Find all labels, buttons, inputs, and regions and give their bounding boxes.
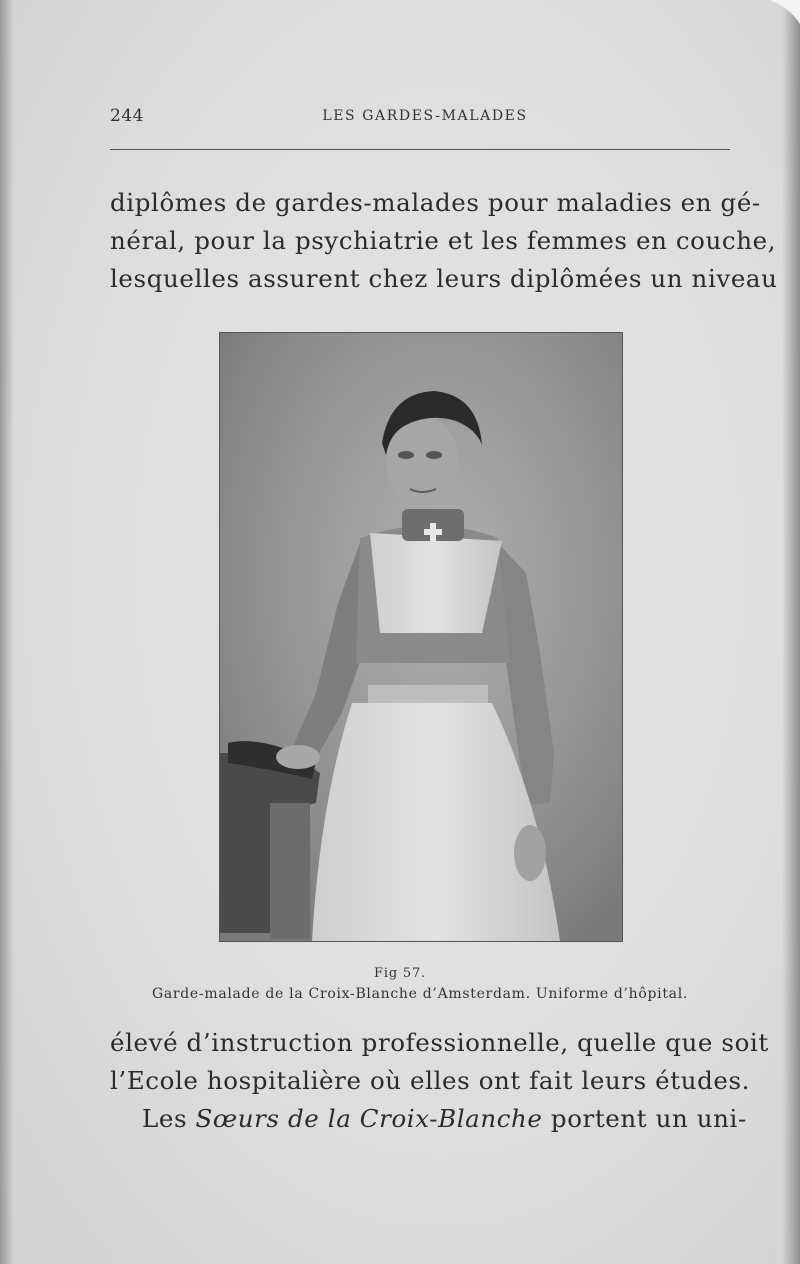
page-gutter-shadow bbox=[0, 0, 14, 1264]
photograph-image bbox=[220, 333, 622, 941]
text-line: diplômes de gardes-malades pour maladies en gé- bbox=[110, 188, 761, 217]
text-run: Les bbox=[142, 1104, 196, 1133]
paragraph-middle bbox=[110, 1024, 769, 1100]
text-run: portent un uni- bbox=[542, 1104, 747, 1133]
page-number: 244 bbox=[110, 106, 144, 126]
header-rule bbox=[110, 149, 730, 150]
figure-label: Fig 57. bbox=[374, 966, 426, 981]
paragraph-bottom bbox=[110, 1100, 747, 1138]
text-line: élevé d’instruction professionnelle, quelle que soit bbox=[110, 1028, 769, 1057]
italic-text-run: Sœurs de la Croix-Blanche bbox=[195, 1104, 543, 1133]
running-head: LES GARDES-MALADES bbox=[322, 108, 528, 124]
paragraph-top bbox=[110, 184, 778, 298]
text-line: l’Ecole hospitalière où elles ont fait leurs études. bbox=[110, 1066, 751, 1095]
text-line bbox=[110, 1100, 747, 1138]
page-edge-shadow bbox=[782, 0, 800, 1264]
nurse-photograph bbox=[219, 332, 623, 942]
text-line: néral, pour la psychiatrie et les femmes en couche, bbox=[110, 226, 777, 255]
text-line: lesquelles assurent chez leurs diplômées un niveau bbox=[110, 264, 778, 293]
figure-caption: Garde-malade de la Croix-Blanche d’Amsterdam. Uniforme d’hôpital. bbox=[151, 986, 689, 1002]
page-corner-curl bbox=[770, 0, 800, 24]
